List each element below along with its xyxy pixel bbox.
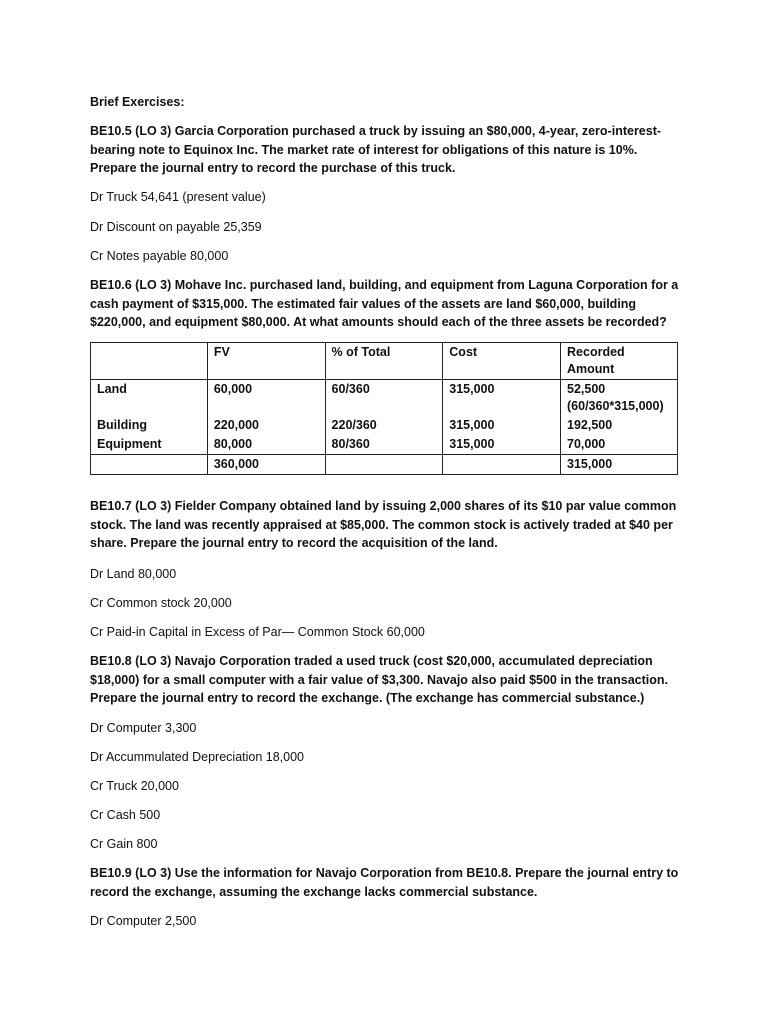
recorded-value: 52,500 [567,382,606,396]
allocation-table [90,342,678,475]
table-header-cell: % of Total [325,343,443,380]
table-cell: 60,000 [207,380,325,417]
table-total-row [91,455,678,475]
table-cell: Land [91,380,208,417]
table-header-row [91,343,678,380]
journal-entry: Dr Discount on payable 25,359 [90,220,262,234]
journal-entry: Cr Paid-in Capital in Excess of Par— Common Stock 60,000 [90,625,425,639]
journal-entry: Dr Computer 3,300 [90,721,197,735]
table-cell: 192,500 [561,416,678,435]
table-cell: Equipment [91,435,208,455]
table-cell: 315,000 [443,416,561,435]
table-cell [91,455,208,475]
table-row [91,416,678,435]
table-cell: Building [91,416,208,435]
be10-6-question: BE10.6 (LO 3) Mohave Inc. purchased land, building, and equipment from Laguna Corporation for a cash payment of $315,000. The estimated fair values of the assets are land $60,000, building $220,000, and equipment $80,000. At what amounts should each of the three assets be recorded? [90,278,679,329]
table-row [91,380,678,417]
table-cell [561,380,678,417]
table-cell: 220/360 [325,416,443,435]
table-row [91,435,678,455]
journal-entry: Cr Gain 800 [90,837,158,851]
table-cell [325,455,443,475]
journal-entry: Dr Computer 2,500 [90,914,197,928]
be10-5-question: BE10.5 (LO 3) Garcia Corporation purchased a truck by issuing an $80,000, 4-year, zero-interest-bearing note to Equinox Inc. The market rate of interest for obligations of this nature is 10%. Prepare the journal entry to record the purchase of this truck. [90,124,662,175]
table-cell [443,455,561,475]
table-cell: 220,000 [207,416,325,435]
journal-entry: Dr Truck 54,641 (present value) [90,190,266,204]
journal-entry: Cr Common stock 20,000 [90,596,232,610]
table-cell: 80/360 [325,435,443,455]
table-cell: 315,000 [443,380,561,417]
table-header-cell: Recorded Amount [561,343,678,380]
table-header-cell [91,343,208,380]
journal-entry: Cr Cash 500 [90,808,161,822]
table-cell: 315,000 [443,435,561,455]
table-header-cell: Cost [443,343,561,380]
be10-7-question: BE10.7 (LO 3) Fielder Company obtained land by issuing 2,000 shares of its $10 par value common stock. The land was recently appraised at $85,000. The common stock is actively traded at $40 per share. Prepare the journal entry to record the acquisition of the land. [90,499,677,550]
journal-entry: Cr Notes payable 80,000 [90,249,229,263]
journal-entry: Dr Land 80,000 [90,567,177,581]
journal-entry: Cr Truck 20,000 [90,779,179,793]
be10-8-question: BE10.8 (LO 3) Navajo Corporation traded a used truck (cost $20,000, accumulated depreciation $18,000) for a small computer with a fair value of $3,300. Navajo also paid $500 in the transaction. Prepare the journal entry to record the exchange. (The exchange has commercial substance.) [90,654,668,705]
heading: Brief Exercises: [90,95,185,109]
table-cell: 315,000 [561,455,678,475]
table-cell: 70,000 [561,435,678,455]
recorded-calc: (60/360*315,000) [567,399,664,413]
table-cell: 60/360 [325,380,443,417]
table-cell: 80,000 [207,435,325,455]
be10-9-question: BE10.9 (LO 3) Use the information for Navajo Corporation from BE10.8. Prepare the journal entry to record the exchange, assuming the exchange lacks commercial substance. [90,866,679,899]
table-header-cell: FV [207,343,325,380]
table-cell: 360,000 [207,455,325,475]
journal-entry: Dr Accummulated Depreciation 18,000 [90,750,305,764]
